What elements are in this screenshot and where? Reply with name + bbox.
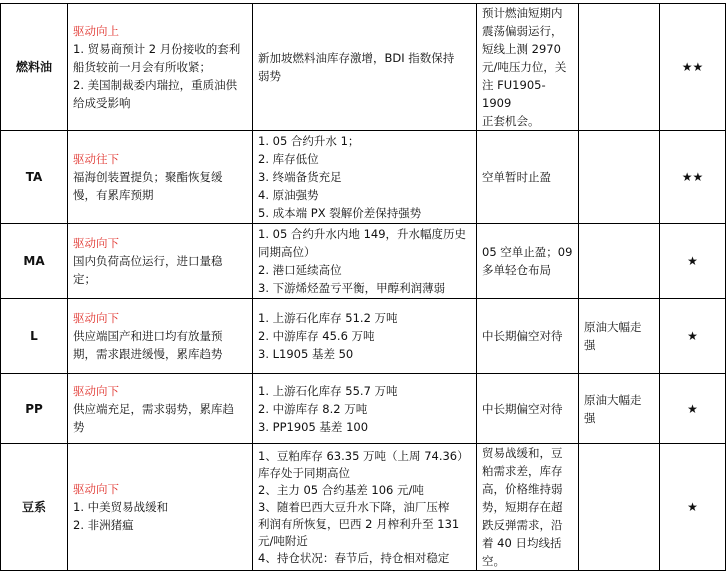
strategy-line: 中长期偏空对待 <box>482 329 563 343</box>
product-cell <box>1 131 68 224</box>
note-cell <box>579 4 660 131</box>
inventory-line: 1. 05 合约升水内地 149，升水幅度历史 <box>258 227 467 241</box>
inventory-line: 2. 中游库存 45.6 万吨 <box>258 329 375 343</box>
inventory-line: 5. 成本端 PX 裂解价差保持强势 <box>258 206 422 220</box>
note-cell <box>579 131 660 224</box>
driver-direction: 驱动向下 <box>73 383 119 398</box>
strategy-cell <box>477 4 579 131</box>
driver-direction: 驱动向上 <box>73 24 119 38</box>
inventory-line: 3. L1905 基差 50 <box>258 347 354 361</box>
inventory-line: 1. 上游石化库存 55.7 万吨 <box>258 383 398 398</box>
strategy-line: 元/吨压力位，关 <box>482 60 567 74</box>
driver-factor-line: 给成受影响 <box>73 96 131 110</box>
inventory-cell <box>253 4 477 131</box>
driver-factor-line: 船货较前一月会有所收紧； <box>73 60 211 74</box>
strategy-line: 中长期偏空对待 <box>482 401 563 416</box>
star-rating-icon: ★ <box>687 401 698 416</box>
driver-factor-line: 2. 美国制裁委内瑞拉，重质油供 <box>73 78 238 92</box>
inventory-line: 2. 中游库存 8.2 万吨 <box>258 401 368 416</box>
driver-cell <box>68 131 253 224</box>
rating-cell <box>660 299 726 374</box>
note-line: 原油大幅走 <box>584 392 642 407</box>
driver-cell <box>68 4 253 131</box>
inventory-line: 2. 港口延续高位 <box>258 263 342 277</box>
inventory-line: 库存处于同期高位 <box>258 465 350 480</box>
driver-cell <box>68 224 253 299</box>
table-row <box>1 4 726 131</box>
strategy-line: 着 40 日均线括 <box>482 536 562 550</box>
inventory-line: 利润有所恢复，巴西 2 月榨利升至 131 <box>258 516 460 531</box>
product-name: 燃料油 <box>15 60 52 74</box>
inventory-line: 2. 库存低位 <box>258 152 319 166</box>
inventory-line: 1、豆粕库存 63.35 万吨（上周 74.36） <box>258 448 469 463</box>
futures-outlook-table <box>0 3 726 571</box>
strategy-line: 势，短期存在超 <box>482 500 563 514</box>
inventory-line: 1. 上游石化库存 51.2 万吨 <box>258 311 398 325</box>
driver-factor-line: 1. 中美贸易战缓和 <box>73 500 169 514</box>
strategy-cell <box>477 299 579 374</box>
strategy-cell <box>477 224 579 299</box>
product-cell <box>1 4 68 131</box>
product-name: 豆系 <box>21 500 46 514</box>
strategy-line: 跌反弹需求，沿 <box>482 518 563 532</box>
inventory-cell <box>253 299 477 374</box>
strategy-line: 空。 <box>482 554 505 568</box>
note-line: 原油大幅走 <box>584 320 642 334</box>
product-name: L <box>30 329 38 343</box>
inventory-cell <box>253 374 477 444</box>
strategy-cell <box>477 374 579 444</box>
strategy-line: 高，价格维持弱 <box>482 482 563 496</box>
product-cell <box>1 224 68 299</box>
rating-cell <box>660 4 726 131</box>
table-row <box>1 444 726 571</box>
strategy-line: 短线上测 2970 <box>482 42 561 56</box>
strategy-line: 多单轻仓布局 <box>482 263 551 277</box>
star-rating-icon: ★ <box>687 254 698 268</box>
inventory-line: 3. PP1905 基差 100 <box>258 419 369 434</box>
strategy-line: 预计燃油短期内 <box>482 6 563 20</box>
product-cell <box>1 444 68 571</box>
inventory-line: 3. 终端备货充足 <box>258 170 342 184</box>
strategy-line: 正套机会。 <box>482 114 540 128</box>
product-name: TA <box>25 170 43 184</box>
strategy-line: 贸易战缓和，豆 <box>482 446 563 460</box>
note-line: 强 <box>584 338 596 352</box>
driver-cell <box>68 299 253 374</box>
product-cell <box>1 299 68 374</box>
note-cell <box>579 224 660 299</box>
driver-factor-line: 2. 非洲猪瘟 <box>73 518 134 532</box>
inventory-line: 2、主力 05 合约基差 106 元/吨 <box>258 482 424 497</box>
rating-cell <box>660 374 726 444</box>
strategy-line: 05 空单止盈；09 <box>482 245 573 259</box>
driver-factor-line: 供应端国产和进口均有放量预 <box>73 329 223 343</box>
rating-cell <box>660 224 726 299</box>
inventory-cell <box>253 444 477 571</box>
star-rating-icon: ★★ <box>681 60 704 74</box>
driver-factor-line: 定； <box>73 272 96 286</box>
star-rating-icon: ★ <box>687 500 698 514</box>
driver-factor-line: 势 <box>73 419 85 434</box>
strategy-line: 注 FU1905-1909 <box>482 78 546 110</box>
inventory-cell <box>253 131 477 224</box>
rating-cell <box>660 131 726 224</box>
inventory-line: 4、持仓状况：春节后，持仓相对稳定 <box>258 550 450 565</box>
inventory-line: 同期高位） <box>258 245 316 259</box>
note-cell <box>579 444 660 571</box>
inventory-line: 新加坡燃料油库存激增，BDI 指数保持 <box>258 51 455 65</box>
strategy-cell <box>477 131 579 224</box>
driver-direction: 驱动向下 <box>73 236 119 250</box>
driver-cell <box>68 444 253 571</box>
product-name: PP <box>25 401 43 416</box>
table-row <box>1 224 726 299</box>
note-cell <box>579 374 660 444</box>
note-cell <box>579 299 660 374</box>
driver-direction: 驱动向下 <box>73 311 119 325</box>
star-rating-icon: ★★ <box>681 170 704 184</box>
inventory-line: 3. 下游烯烃盈亏平衡，甲醇利润薄弱 <box>258 281 446 295</box>
driver-factor-line: 福海创装置提负；聚酯恢复缓 <box>73 170 223 184</box>
inventory-line: 元/吨附近 <box>258 533 308 548</box>
table-row <box>1 374 726 444</box>
driver-factor-line: 期，需求跟进缓慢，累库趋势 <box>73 347 223 361</box>
strategy-line: 震荡偏弱运行， <box>482 24 563 38</box>
product-name: MA <box>23 254 45 268</box>
driver-factor-line: 慢，有累库预期 <box>73 188 154 202</box>
inventory-line: 1. 05 合约升水 1； <box>258 134 360 148</box>
inventory-line: 4. 原油强势 <box>258 188 319 202</box>
driver-cell <box>68 374 253 444</box>
table-row <box>1 299 726 374</box>
inventory-line: 3、随着巴西大豆升水下降，油厂压榨 <box>258 499 450 514</box>
strategy-line: 粕需求差，库存 <box>482 464 563 478</box>
driver-direction: 驱动向下 <box>73 482 119 496</box>
strategy-cell <box>477 444 579 571</box>
driver-factor-line: 1. 贸易商预计 2 月份接收的套利 <box>73 42 241 56</box>
strategy-line: 空单暂时止盈 <box>482 170 551 184</box>
driver-factor-line: 国内负荷高位运行，进口量稳 <box>73 254 223 268</box>
product-cell <box>1 374 68 444</box>
driver-direction: 驱动往下 <box>73 152 119 166</box>
rating-cell <box>660 444 726 571</box>
star-rating-icon: ★ <box>687 329 698 343</box>
driver-factor-line: 供应端充足，需求弱势，累库趋 <box>73 401 234 416</box>
table-row <box>1 131 726 224</box>
note-line: 强 <box>584 410 596 425</box>
inventory-cell <box>253 224 477 299</box>
inventory-line: 弱势 <box>258 69 281 83</box>
